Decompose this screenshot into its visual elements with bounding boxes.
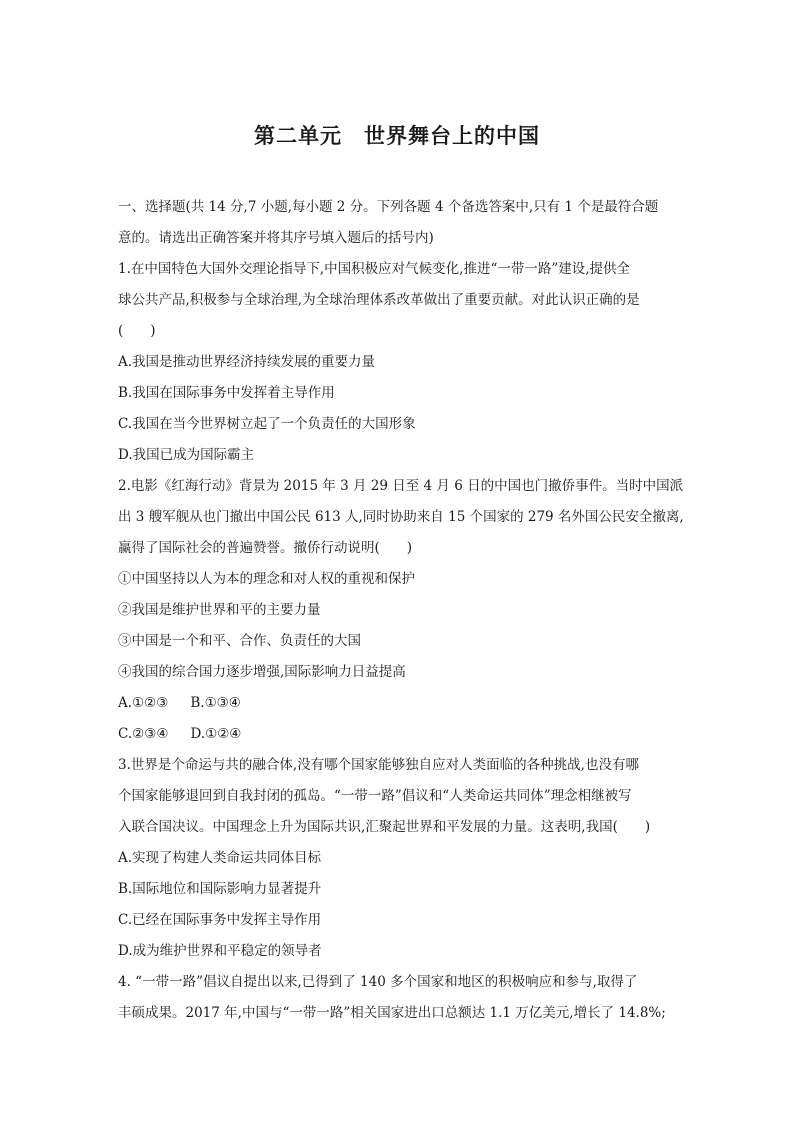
question-stem-line: 1.在中国特色大国外交理论指导下,中国积极应对气候变化,推进“一带一路”建设,提供全 <box>118 261 631 277</box>
answer-bracket: ( ) <box>118 323 156 339</box>
statement-4: ④我国的综合国力逐步增强,国际影响力日益提高 <box>118 664 406 680</box>
section-instructions <box>118 192 684 254</box>
option-row <box>118 719 684 750</box>
option-row <box>118 688 684 719</box>
question-4 <box>118 967 684 1029</box>
question-stem-line: 赢得了国际社会的普遍赞誉。撤侨行动说明( ) <box>118 540 413 556</box>
option-a: A.实现了构建人类命运共同体目标 <box>118 850 322 866</box>
option-b: B.①③④ <box>190 695 241 711</box>
question-stem-line: 入联合国决议。中国理念上升为国际共识,汇聚起世界和平发展的力量。这表明,我国( ) <box>118 819 651 835</box>
option-d: D.成为维护世界和平稳定的领导者 <box>118 943 322 959</box>
question-stem-line: 3.世界是个命运与共的融合体,没有哪个国家能够独自应对人类面临的各种挑战,也没有哪 <box>118 757 639 773</box>
option-a: A.①②③ <box>118 695 169 711</box>
question-2 <box>118 471 684 750</box>
document-body <box>118 192 684 1029</box>
statement-1: ①中国坚持以人为本的理念和对人权的重视和保护 <box>118 571 415 587</box>
question-stem-line: 2.电影《红海行动》背景为 2015 年 3 月 29 日至 4 月 6 日的中国也门撤侨事件。当时中国派 <box>118 478 684 494</box>
question-3 <box>118 750 684 967</box>
option-c: C.我国在当今世界树立起了一个负责任的大国形象 <box>118 416 416 432</box>
statement-2: ②我国是维护世界和平的主要力量 <box>118 602 321 618</box>
option-b: B.我国在国际事务中发挥着主导作用 <box>118 385 335 401</box>
statement-3: ③中国是一个和平、合作、负责任的大国 <box>118 633 361 649</box>
question-stem-line: 个国家能够退回到自我封闭的孤岛。“一带一路”倡议和“人类命运共同体”理念相继被写 <box>118 788 632 804</box>
question-1 <box>118 254 684 471</box>
page-title: 第二单元 世界舞台上的中国 <box>254 123 540 148</box>
option-a: A.我国是推动世界经济持续发展的重要力量 <box>118 354 376 370</box>
question-stem-line: 丰硕成果。2017 年,中国与“一带一路”相关国家进出口总额达 1.1 万亿美元,增长了 14.8%; <box>118 1005 666 1021</box>
question-stem-line: 球公共产品,积极参与全球治理,为全球治理体系改革做出了重要贡献。对此认识正确的是 <box>118 292 640 308</box>
option-b: B.国际地位和国际影响力显著提升 <box>118 881 322 897</box>
question-stem-line: 出 3 艘军舰从也门撤出中国公民 613 人,同时协助来自 15 个国家的 279 名外国公民安全撤离, <box>118 509 684 525</box>
option-d: D.我国已成为国际霸主 <box>118 447 255 463</box>
question-stem-line: 4. “一带一路”倡议自提出以来,已得到了 140 多个国家和地区的积极响应和参与,取得了 <box>118 974 638 990</box>
instruction-line: 意的。请选出正确答案并将其序号填入题后的括号内) <box>118 230 434 246</box>
instruction-line: 一、选择题(共 14 分,7 小题,每小题 2 分。下列各题 4 个备选答案中,只有 1 个是最符合题 <box>118 199 659 215</box>
option-d: D.①②④ <box>190 726 242 742</box>
option-c: C.已经在国际事务中发挥主导作用 <box>118 912 322 928</box>
option-c: C.②③④ <box>118 726 169 742</box>
